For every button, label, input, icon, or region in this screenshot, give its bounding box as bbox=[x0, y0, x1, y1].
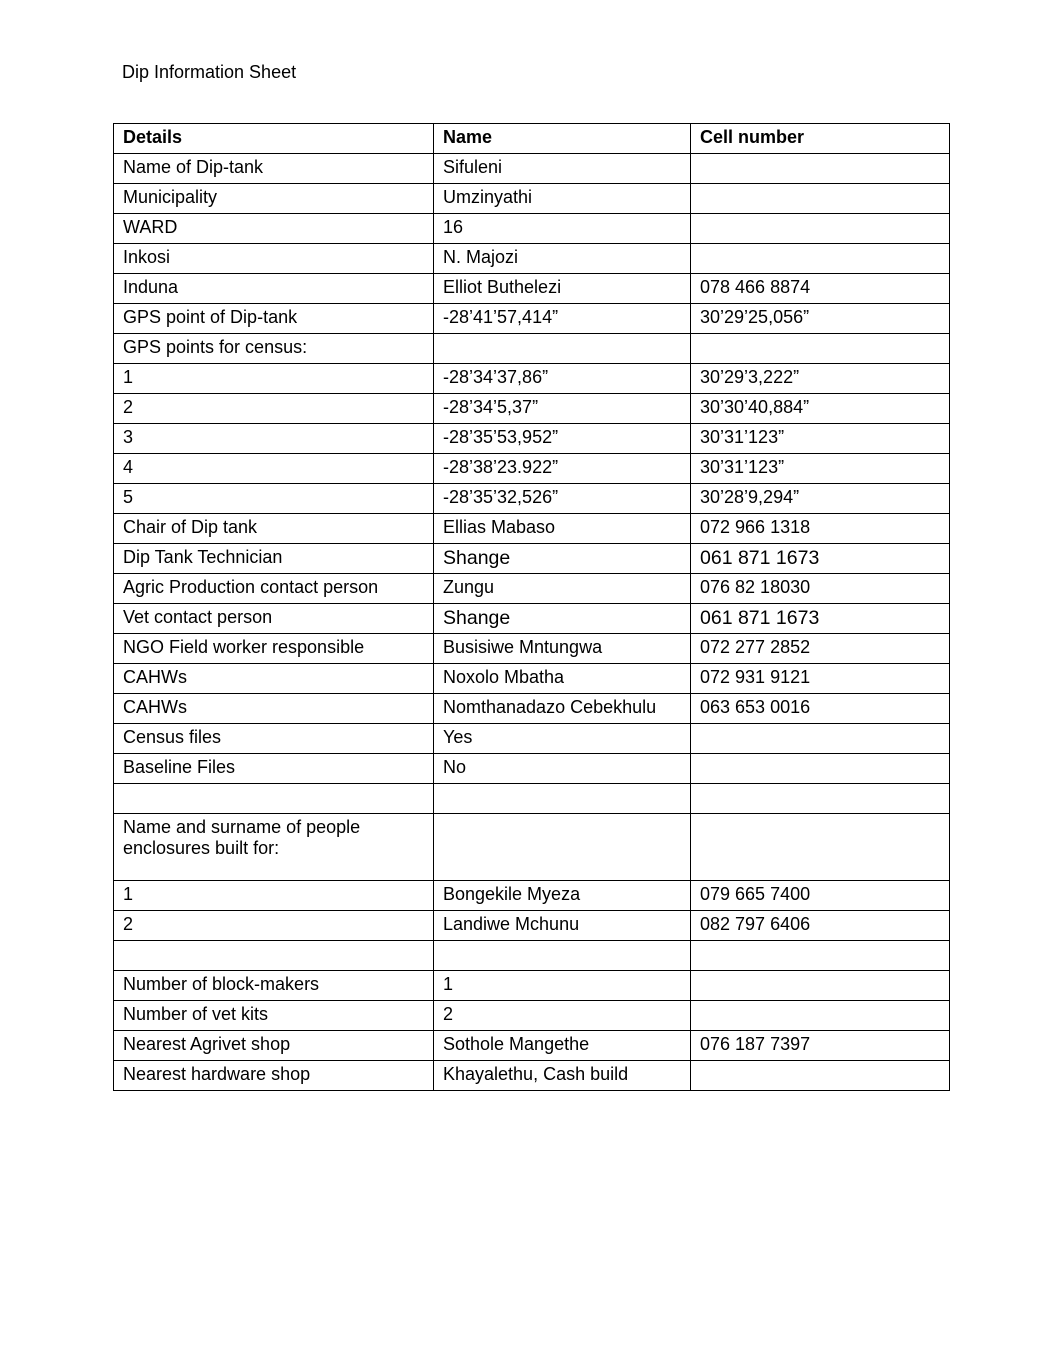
details-cell: Number of block-makers bbox=[114, 971, 434, 1001]
name-cell: Yes bbox=[434, 724, 691, 754]
details-cell: Name and surname of people enclosures built for: bbox=[114, 814, 434, 881]
cell-number-cell bbox=[691, 244, 950, 274]
table-row bbox=[114, 544, 950, 574]
table-row bbox=[114, 244, 950, 274]
name-cell: Khayalethu, Cash build bbox=[434, 1061, 691, 1091]
name-cell: Bongekile Myeza bbox=[434, 881, 691, 911]
cell-number-cell: 30’31’123” bbox=[691, 424, 950, 454]
table-header-row bbox=[114, 124, 950, 154]
name-cell: Sothole Mangethe bbox=[434, 1031, 691, 1061]
table-row bbox=[114, 394, 950, 424]
header-details: Details bbox=[114, 124, 434, 154]
cell-number-cell bbox=[691, 784, 950, 814]
cell-number-cell bbox=[691, 971, 950, 1001]
details-cell: Baseline Files bbox=[114, 754, 434, 784]
name-cell: No bbox=[434, 754, 691, 784]
cell-number-cell: 30’28’9,294” bbox=[691, 484, 950, 514]
table-row-empty bbox=[114, 941, 950, 971]
cell-number-cell: 30’30’40,884” bbox=[691, 394, 950, 424]
table-row-empty bbox=[114, 784, 950, 814]
details-cell: 5 bbox=[114, 484, 434, 514]
name-cell: Landiwe Mchunu bbox=[434, 911, 691, 941]
name-cell: Ellias Mabaso bbox=[434, 514, 691, 544]
table-row bbox=[114, 484, 950, 514]
details-cell: 1 bbox=[114, 364, 434, 394]
name-cell: 1 bbox=[434, 971, 691, 1001]
cell-number-cell: 078 466 8874 bbox=[691, 274, 950, 304]
table-row bbox=[114, 694, 950, 724]
details-cell: 3 bbox=[114, 424, 434, 454]
table-row bbox=[114, 724, 950, 754]
name-cell: Shange bbox=[434, 604, 691, 634]
details-cell: Name of Dip-tank bbox=[114, 154, 434, 184]
table-row bbox=[114, 364, 950, 394]
details-cell: Vet contact person bbox=[114, 604, 434, 634]
table-row bbox=[114, 1001, 950, 1031]
table-row bbox=[114, 604, 950, 634]
table-row bbox=[114, 154, 950, 184]
name-cell: N. Majozi bbox=[434, 244, 691, 274]
name-cell bbox=[434, 334, 691, 364]
cell-number-cell: 072 277 2852 bbox=[691, 634, 950, 664]
name-cell: Busisiwe Mntungwa bbox=[434, 634, 691, 664]
details-cell: 4 bbox=[114, 454, 434, 484]
table-row bbox=[114, 971, 950, 1001]
table-row bbox=[114, 911, 950, 941]
cell-number-cell bbox=[691, 1001, 950, 1031]
name-cell bbox=[434, 814, 691, 881]
details-cell: WARD bbox=[114, 214, 434, 244]
table-row bbox=[114, 424, 950, 454]
table-row bbox=[114, 454, 950, 484]
details-cell: Number of vet kits bbox=[114, 1001, 434, 1031]
details-cell: Induna bbox=[114, 274, 434, 304]
cell-number-cell: 076 187 7397 bbox=[691, 1031, 950, 1061]
details-cell: GPS points for census: bbox=[114, 334, 434, 364]
table-row bbox=[114, 274, 950, 304]
name-cell: Sifuleni bbox=[434, 154, 691, 184]
name-cell: -28’41’57,414” bbox=[434, 304, 691, 334]
header-cell-number: Cell number bbox=[691, 124, 950, 154]
cell-number-cell: 076 82 18030 bbox=[691, 574, 950, 604]
table-row bbox=[114, 514, 950, 544]
name-cell bbox=[434, 941, 691, 971]
cell-number-cell: 079 665 7400 bbox=[691, 881, 950, 911]
cell-number-cell bbox=[691, 1061, 950, 1091]
table-row bbox=[114, 574, 950, 604]
details-cell: Inkosi bbox=[114, 244, 434, 274]
name-cell: -28’34’5,37” bbox=[434, 394, 691, 424]
details-cell: 1 bbox=[114, 881, 434, 911]
document-title: Dip Information Sheet bbox=[122, 62, 297, 82]
table-row bbox=[114, 664, 950, 694]
cell-number-cell: 082 797 6406 bbox=[691, 911, 950, 941]
cell-number-cell: 30’31’123” bbox=[691, 454, 950, 484]
details-cell: Nearest Agrivet shop bbox=[114, 1031, 434, 1061]
details-cell: Nearest hardware shop bbox=[114, 1061, 434, 1091]
table-row bbox=[114, 754, 950, 784]
name-cell: Zungu bbox=[434, 574, 691, 604]
name-cell: -28’38’23.922” bbox=[434, 454, 691, 484]
details-cell: Agric Production contact person bbox=[114, 574, 434, 604]
header-name: Name bbox=[434, 124, 691, 154]
table-row bbox=[114, 184, 950, 214]
name-cell bbox=[434, 784, 691, 814]
dip-information-table bbox=[113, 123, 950, 1091]
cell-number-cell bbox=[691, 754, 950, 784]
name-cell: -28’35’53,952” bbox=[434, 424, 691, 454]
cell-number-cell bbox=[691, 941, 950, 971]
details-cell: 2 bbox=[114, 911, 434, 941]
cell-number-cell bbox=[691, 154, 950, 184]
cell-number-cell: 063 653 0016 bbox=[691, 694, 950, 724]
cell-number-cell: 30’29’25,056” bbox=[691, 304, 950, 334]
cell-number-cell: 072 931 9121 bbox=[691, 664, 950, 694]
cell-number-cell bbox=[691, 724, 950, 754]
name-cell: -28’34’37,86” bbox=[434, 364, 691, 394]
details-cell: Dip Tank Technician bbox=[114, 544, 434, 574]
table-row bbox=[114, 304, 950, 334]
details-cell: Municipality bbox=[114, 184, 434, 214]
details-cell: CAHWs bbox=[114, 664, 434, 694]
name-cell: Noxolo Mbatha bbox=[434, 664, 691, 694]
cell-number-cell: 061 871 1673 bbox=[691, 544, 950, 574]
details-cell: 2 bbox=[114, 394, 434, 424]
table-row bbox=[114, 214, 950, 244]
name-cell: Elliot Buthelezi bbox=[434, 274, 691, 304]
table-row bbox=[114, 1061, 950, 1091]
cell-number-cell bbox=[691, 334, 950, 364]
cell-number-cell bbox=[691, 184, 950, 214]
cell-number-cell: 061 871 1673 bbox=[691, 604, 950, 634]
table-row bbox=[114, 814, 950, 881]
table-row bbox=[114, 634, 950, 664]
details-cell: Census files bbox=[114, 724, 434, 754]
cell-number-cell: 072 966 1318 bbox=[691, 514, 950, 544]
cell-number-cell: 30’29’3,222” bbox=[691, 364, 950, 394]
details-cell: Chair of Dip tank bbox=[114, 514, 434, 544]
table-row bbox=[114, 1031, 950, 1061]
name-cell: Shange bbox=[434, 544, 691, 574]
name-cell: Umzinyathi bbox=[434, 184, 691, 214]
details-cell: CAHWs bbox=[114, 694, 434, 724]
table-row bbox=[114, 334, 950, 364]
details-cell: NGO Field worker responsible bbox=[114, 634, 434, 664]
name-cell: 2 bbox=[434, 1001, 691, 1031]
name-cell: Nomthanadazo Cebekhulu bbox=[434, 694, 691, 724]
details-cell bbox=[114, 941, 434, 971]
details-cell bbox=[114, 784, 434, 814]
name-cell: 16 bbox=[434, 214, 691, 244]
cell-number-cell bbox=[691, 214, 950, 244]
details-cell: GPS point of Dip-tank bbox=[114, 304, 434, 334]
name-cell: -28’35’32,526” bbox=[434, 484, 691, 514]
cell-number-cell bbox=[691, 814, 950, 881]
table-row bbox=[114, 881, 950, 911]
